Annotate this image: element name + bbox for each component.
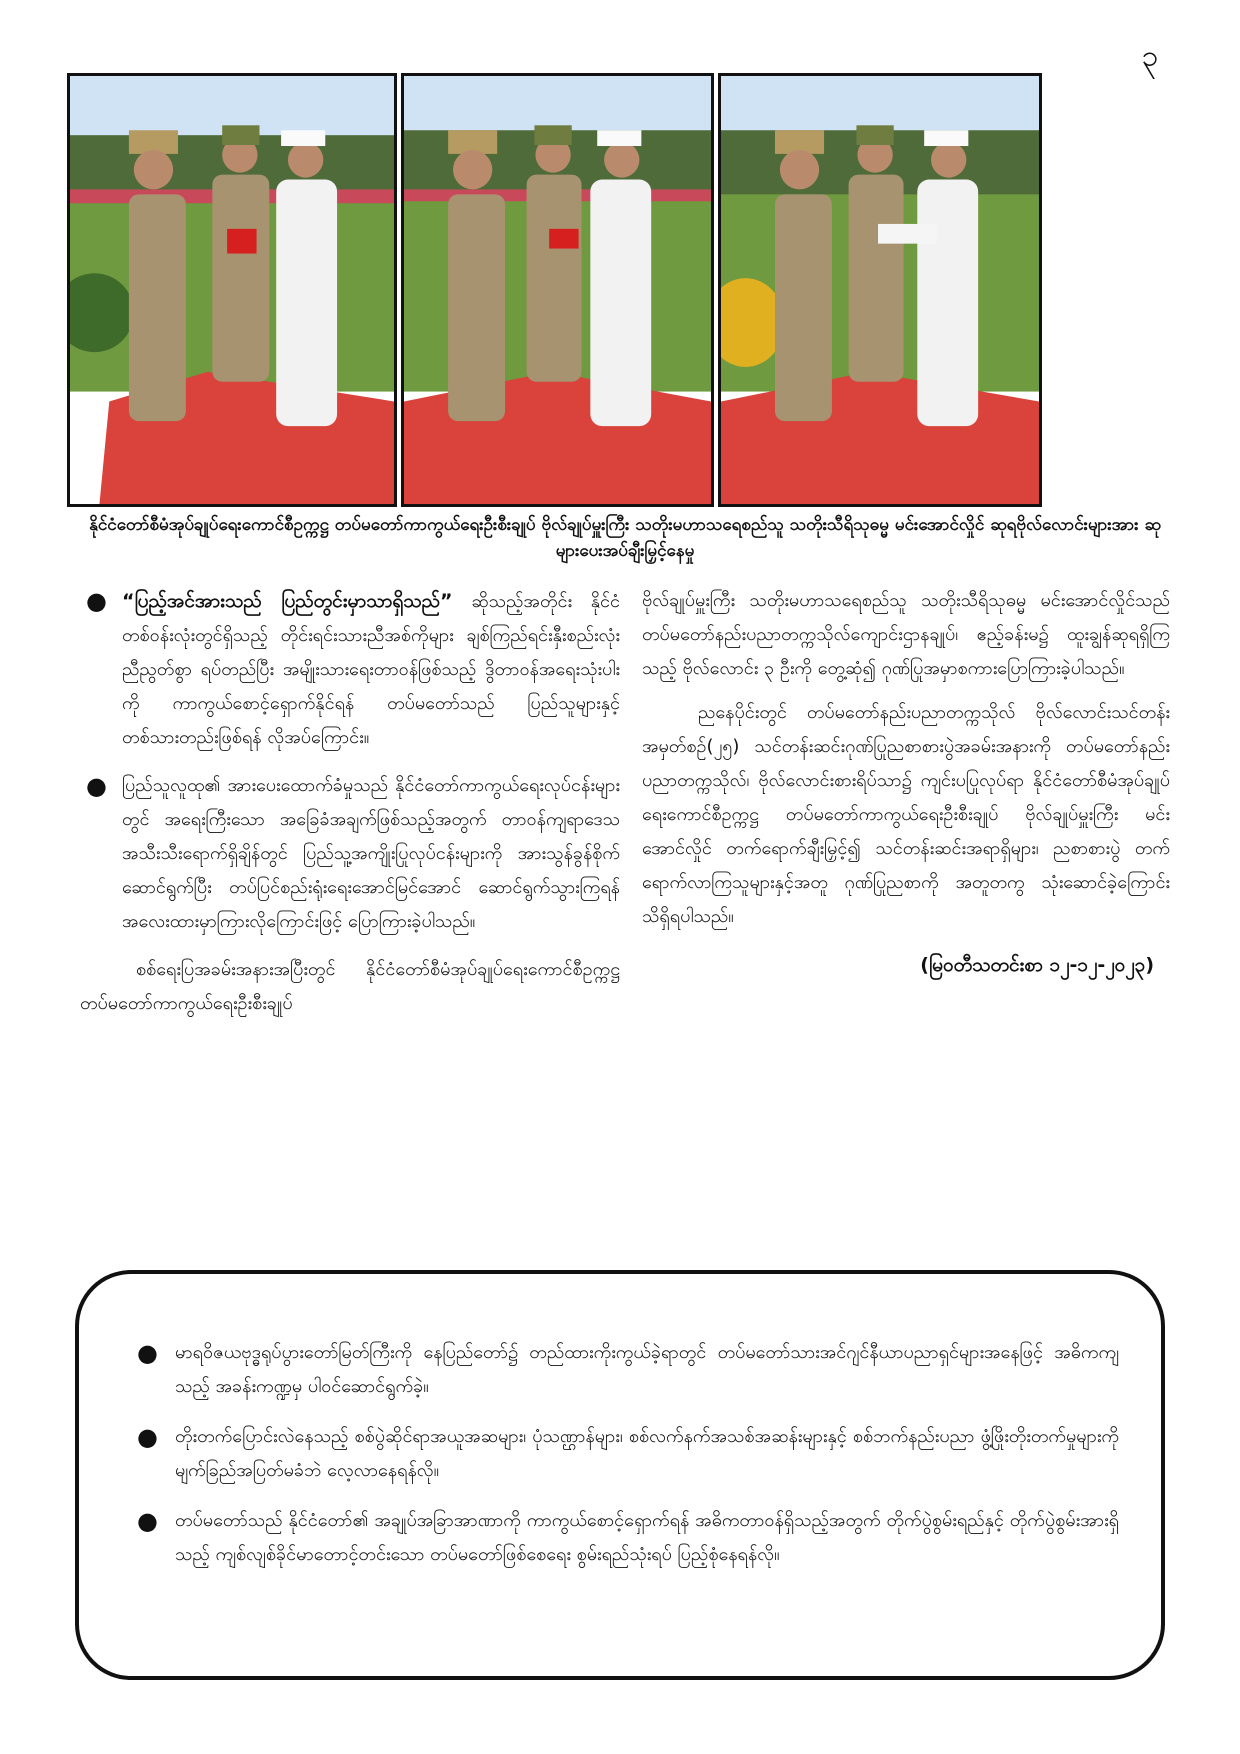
highlights-list [119, 1336, 1119, 1588]
right-column [642, 584, 1170, 982]
bullet-icon: ● [86, 772, 107, 800]
bullet-text: ဆိုသည့်အတိုင်း နိုင်ငံတစ်ဝန်းလုံးတွင်ရှိသည့် တိုင်းရင်းသားညီအစ်ကိုများ ချစ်ကြည်ရင်းနှီးစည်းလုံးညီညွတ်စွာ ရပ်တည်ပြီး အမျိုးသားရေးတာဝန်ဖြစ်သည့် ဒွိတာဝန်အရေးသုံးပါးကို ကာကွယ်စောင့်ရှောက်နိုင်ရန် တပ်မတော်သည် ပြည်သူများနှင့် တစ်သားတည်းဖြစ်ရန် လိုအပ်ကြောင်း။ [122, 591, 620, 748]
highlight-text: တိုးတက်ပြောင်းလဲနေသည့် စစ်ပွဲဆိုင်ရာအယူအဆများ၊ ပုံသဏ္ဌာန်များ၊ စစ်လက်နက်အသစ်အဆန်းများနှင့် စစ်ဘက်နည်းပညာ ဖွံ့ဖြိုးတိုးတက်မှုများကို မျက်ခြည်အပြတ်မခံဘဲ လေ့လာနေရန်လို။ [175, 1426, 1119, 1481]
bullet-icon: ● [86, 587, 107, 615]
news-source: (မြဝတီသတင်းစာ ၁၂-၁၂-၂၀၂၃) [920, 954, 1154, 976]
highlight-item [119, 1504, 1119, 1572]
page-number: ၃ [1141, 39, 1159, 74]
bullet-icon: ● [137, 1423, 158, 1451]
right-paragraph-2: ညနေပိုင်းတွင် တပ်မတော်နည်းပညာတက္ကသိုလ် ဗိုလ်လောင်းသင်တန်းအမှတ်စဉ်(၂၅) သင်တန်းဆင်းဂုဏ်ပြုညစာစားပွဲအခမ်းအနားကို တပ်မတော်နည်းပညာတက္ကသိုလ်၊ ဗိုလ်လောင်းစားရိပ်သာ၌ ကျင်းပပြုလုပ်ရာ နိုင်ငံတော်စီမံအုပ်ချုပ်ရေးကောင်စီဥက္ကဋ္ဌ တပ်မတော်ကာကွယ်ရေးဦးစီးချုပ် ဗိုလ်ချုပ်မှူးကြီး မင်းအောင်လှိုင် တက်ရောက်ချီးမြှင့်၍ သင်တန်းဆင်းအရာရှိများ၊ ညစာစားပွဲ တက်ရောက်လာကြသူများနှင့်အတူ ဂုဏ်ပြုညစာကို အတူတကွ သုံးဆောင်ခဲ့ကြောင်း သိရှိရပါသည်။ [642, 702, 1170, 927]
highlight-item [119, 1420, 1119, 1488]
left-bullet-2 [80, 769, 620, 939]
left-paragraph: စစ်ရေးပြအခမ်းအနားအပြီးတွင် နိုင်ငံတော်စီမံအုပ်ချုပ်ရေးကောင်စီဥက္ကဋ္ဌ တပ်မတော်ကာကွယ်ရေးဦးစီးချုပ် [80, 959, 620, 1014]
ceremony-photo-2 [401, 73, 714, 507]
photo-caption: နိုင်ငံတော်စီမံအုပ်ချုပ်ရေးကောင်စီဥက္ကဋ္ဌ တပ်မတော်ကာကွယ်ရေးဦးစီးချုပ် ဗိုလ်ချုပ်မှူးကြီး သတိုးမဟာသရေစည်သူ သတိုးသီရိသုဓမ္မ မင်းအောင်လှိုင် ဆုရဗိုလ်လောင်းများအား ဆုများပေးအပ်ချီးမြှင့်နေမှု [89, 515, 1161, 561]
highlights-box [75, 1270, 1165, 1680]
bullet-icon: ● [137, 1339, 158, 1367]
highlight-text: မာရဝိဇယဗုဒ္ဓရုပ်ပွားတော်မြတ်ကြီးကို နေပြည်တော်၌ တည်ထားကိုးကွယ်ခဲ့ရာတွင် တပ်မတော်သားအင်ဂျင်နီယာပညာရှင်များအနေဖြင့် အဓိကကျသည့် အခန်းကဏ္ဍမှ ပါဝင်ဆောင်ရွက်ခဲ့။ [175, 1342, 1119, 1397]
quote-text: “ပြည့်အင်အားသည် ပြည်တွင်းမှာသာရှိသည်” [122, 590, 453, 612]
right-paragraph-1: ဗိုလ်ချုပ်မှူးကြီး သတိုးမဟာသရေစည်သူ သတိုးသီရိသုဓမ္မ မင်းအောင်လှိုင်သည် တပ်မတော်နည်းပညာတက္ကသိုလ်ကျောင်းဌာနချုပ်၊ ဧည့်ခန်းမ၌ ထူးချွန်ဆုရရှိကြသည့် ဗိုလ်လောင်း ၃ ဦးကို တွေ့ဆုံ၍ ဂုဏ်ပြုအမှာစကားပြောကြားခဲ့ပါသည်။ [642, 590, 1170, 679]
ceremony-photo-1 [67, 73, 397, 507]
left-column [80, 584, 620, 1031]
bullet-text: ပြည်သူလူထု၏ အားပေးထောက်ခံမှုသည် နိုင်ငံတော်ကာကွယ်ရေးလုပ်ငန်းများတွင် အရေးကြီးသော အခြေခံအချက်ဖြစ်သည့်အတွက် တာဝန်ကျရာဒေသအသီးသီးရောက်ရှိချိန်တွင် ပြည်သူ့အကျိုးပြုလုပ်ငန်းများကို အားသွန်ခွန်စိုက်ဆောင်ရွက်ပြီး တပ်ပြင်စည်းရုံးရေးအောင်မြင်အောင် ဆောင်ရွက်သွားကြရန် အလေးထားမှာကြားလိုကြောင်းဖြင့် ပြောကြားခဲ့ပါသည်။ [122, 775, 620, 932]
highlight-text: တပ်မတော်သည် နိုင်ငံတော်၏ အချုပ်အခြာအာဏာကို ကာကွယ်စောင့်ရှောက်ရန် အဓိကတာဝန်ရှိသည့်အတွက် တိုက်ပွဲစွမ်းရည်နှင့် တိုက်ပွဲစွမ်းအားရှိသည့် ကျစ်လျစ်ခိုင်မာတောင့်တင်းသော တပ်မတော်ဖြစ်စေရေး စွမ်းရည်သုံးရပ် ပြည့်စုံနေရန်လို။ [175, 1510, 1119, 1565]
highlight-item [119, 1336, 1119, 1404]
ceremony-photo-3 [718, 73, 1042, 507]
bullet-icon: ● [137, 1507, 158, 1535]
left-bullet-1 [80, 584, 620, 755]
